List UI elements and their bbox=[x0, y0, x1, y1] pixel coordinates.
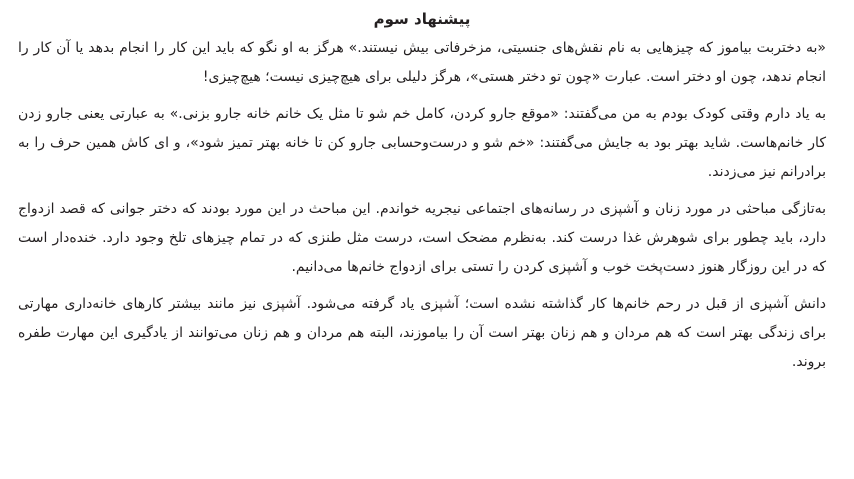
paragraph-3: به‌تازگی مباحثی در مورد زنان و آشپزی در رسانه‌های اجتماعی نیجریه خواندم. این مباحث در این مورد بودند که دختر جوانی که قصد ازدواج دارد، باید چطور برای شوهرش غذا درست کند. به‌نظرم مضحک است، درست مثل طنزی که در تمام چیزهای تلخ وجود دارد. خنده‌دار است که در این روزگار هنوز دست‌پخت خوب و آشپزی کردن را تستی برای ازدواج خانم‌ها می‌دانیم. bbox=[18, 201, 826, 275]
paragraph-4: دانش آشپزی از قبل در رحم خانم‌ها کار گذاشته نشده است؛ آشپزی یاد گرفته می‌شود. آشپزی نیز مانند بیشتر کارهای خانه‌داری مهارتی برای زندگی بهتر است که هم مردان و هم زنان بهتر است آن را بیاموزند، البته هم مردان و هم زنان می‌توانند از یادگیری این مهارت طفره بروند. bbox=[18, 296, 826, 370]
section-heading: پیشنهاد سوم bbox=[373, 10, 471, 28]
paragraph-2: به یاد دارم وقتی کودک بودم به من می‌گفتند: «موقع جارو کردن، کامل خم شو تا مثل یک خانم خانه جارو بزنی.» به عبارتی یعنی جارو زدن کار خانم‌هاست. شاید بهتر بود به جایش می‌گفتند: «خم شو و درست‌وحسابی جارو کن تا خانه بهتر تمیز شود»، و ای کاش همین حرف را به برادرانم نیز می‌زدند. bbox=[18, 106, 826, 180]
paragraph-1: «به دختربت بیاموز که چیزهایی به نام نقش‌های جنسیتی، مزخرفاتی بیش نیستند.» هرگز به او نگو که باید این کار را انجام بدهد یا آن کار را انجام ندهد، چون او دختر است. عبارت «چون تو دختر هستی»، هرگز دلیلی برای هیچ‌چیزی نیست؛ هیچ‌چیزی! bbox=[18, 40, 826, 85]
